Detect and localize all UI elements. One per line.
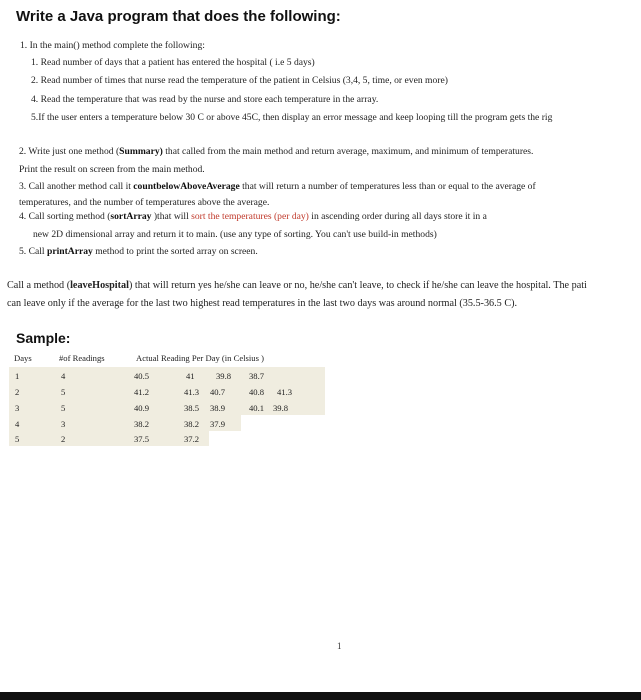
part1-intro: 1. In the main() method complete the following: bbox=[20, 40, 205, 51]
part2-line-5: 4. Call sorting method (sortArray )that will sort the temperatures (per day) in ascending order during all days store it in a bbox=[19, 211, 487, 222]
table-cell-reading: 38.9 bbox=[210, 403, 226, 413]
table-cell-reading: 41.3 bbox=[277, 387, 293, 397]
table-cell-reading: 40.1 bbox=[249, 403, 265, 413]
table-cell-day: 1 bbox=[15, 371, 20, 381]
table-cell-day: 4 bbox=[15, 419, 20, 429]
table-cell-count: 2 bbox=[61, 434, 66, 444]
table-cell-day: 2 bbox=[15, 387, 20, 397]
table-cell-reading: 39.8 bbox=[273, 403, 289, 413]
table-cell-reading: 38.5 bbox=[184, 403, 200, 413]
page-number: 1 bbox=[337, 641, 342, 651]
part2-line-1: 2. Write just one method (Summary) that called from the main method and return average, maximum, and minimum of temperatures. bbox=[19, 146, 534, 157]
table-cell-reading: 37.2 bbox=[184, 434, 200, 444]
table-cell-reading: 39.8 bbox=[216, 371, 232, 381]
table-cell-count: 4 bbox=[61, 371, 66, 381]
table-cell-day: 3 bbox=[15, 403, 20, 413]
sample-heading: Sample: bbox=[16, 330, 71, 346]
table-cell-day: 5 bbox=[15, 434, 20, 444]
part1-item-5: 5.If the user enters a temperature below 30 C or above 45C, then display an error message and keep looping till the program gets the rig bbox=[31, 112, 553, 123]
part2-line-6: new 2D dimensional array and return it to main. (use any type of sorting. You can't use build-in methods) bbox=[33, 229, 437, 240]
table-cell-reading: 37.9 bbox=[210, 419, 226, 429]
table-row-bg bbox=[9, 431, 209, 446]
table-header-actual: Actual Reading Per Day (in Celsius ) bbox=[136, 353, 264, 363]
table-cell-reading: 41.3 bbox=[184, 387, 200, 397]
part2-line-3: 3. Call another method call it countbelowAboveAverage that will return a number of temperatures less than or equal to the average of bbox=[19, 181, 536, 192]
table-cell-count: 5 bbox=[61, 403, 66, 413]
table-cell-reading: 41.2 bbox=[134, 387, 150, 397]
part2-line-7: 5. Call printArray method to print the sorted array on screen. bbox=[19, 246, 258, 257]
part2-line-4: temperatures, and the number of temperatures above the average. bbox=[19, 197, 270, 208]
table-row-bg bbox=[9, 367, 325, 383]
part3-line-2: can leave only if the average for the last two highest read temperatures in the last two days was around normal (35.5-36.5 C). bbox=[7, 298, 518, 309]
page-title: Write a Java program that does the following: bbox=[16, 8, 341, 25]
table-cell-reading: 40.8 bbox=[249, 387, 265, 397]
table-cell-reading: 37.5 bbox=[134, 434, 150, 444]
bottom-bar bbox=[0, 692, 641, 700]
table-cell-count: 5 bbox=[61, 387, 66, 397]
table-header-readings: #of Readings bbox=[59, 353, 105, 363]
table-cell-reading: 38.2 bbox=[184, 419, 200, 429]
table-cell-reading: 40.7 bbox=[210, 387, 226, 397]
part2-line-2: Print the result on screen from the main method. bbox=[19, 164, 205, 175]
table-cell-reading: 40.5 bbox=[134, 371, 150, 381]
table-cell-reading: 41 bbox=[186, 371, 195, 381]
table-header-days: Days bbox=[14, 353, 32, 363]
table-row-bg bbox=[9, 415, 241, 431]
part1-item-2: 2. Read number of times that nurse read the temperature of the patient in Celsius (3,4, 5, time, or even more) bbox=[31, 75, 448, 86]
table-cell-count: 3 bbox=[61, 419, 66, 429]
table-cell-reading: 38.7 bbox=[249, 371, 265, 381]
part1-item-4: 4. Read the temperature that was read by the nurse and store each temperature in the array. bbox=[31, 94, 379, 105]
part1-item-1: 1. Read number of days that a patient has entered the hospital ( i.e 5 days) bbox=[31, 57, 315, 68]
table-cell-reading: 40.9 bbox=[134, 403, 150, 413]
part3-line-1: Call a method (leaveHospital) that will return yes he/she can leave or no, he/she can't leave, to check if he/she can leave the hospital. The pati bbox=[7, 280, 587, 291]
table-cell-reading: 38.2 bbox=[134, 419, 150, 429]
